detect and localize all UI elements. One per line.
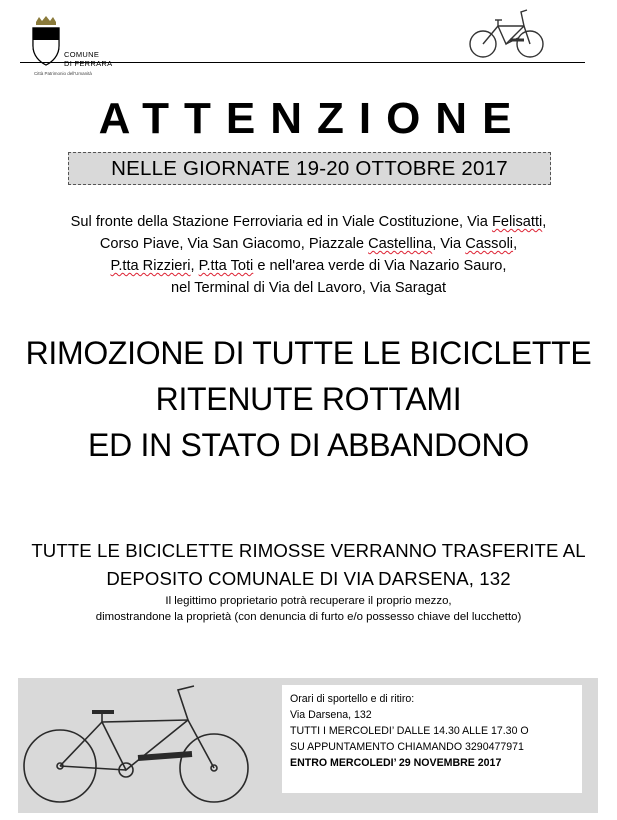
bicycle-icon — [18, 678, 258, 806]
hours-box — [282, 685, 582, 793]
main-headline — [0, 330, 617, 468]
text-segment: Sul fronte della Stazione Ferroviaria ed in Viale Costituzione, Via — [70, 214, 492, 230]
text-segment: e nell'area verde di Via Nazario Sauro, — [253, 258, 507, 274]
owner-note-line: Il legittimo proprietario potrà recuperare il proprio mezzo, — [165, 595, 452, 607]
bicycle-icon — [466, 4, 548, 60]
headline-line: RITENUTE ROTTAMI — [155, 381, 462, 417]
street-name: P.tta Toti — [198, 258, 254, 274]
deposit-address: Via Darsena, 132 — [290, 709, 372, 721]
logo-text-line2: DI FERRARA — [64, 59, 113, 68]
headline-line: ED IN STATO DI ABBANDONO — [88, 427, 529, 463]
locations-text — [20, 211, 597, 299]
comune-logo — [20, 14, 130, 80]
hours-heading: Orari di sportello e di ritiro: — [290, 693, 415, 705]
text-segment: , — [542, 214, 547, 230]
deadline: ENTRO MERCOLEDI’ 29 NOVEMBRE 2017 — [290, 757, 502, 769]
shield-crest-icon — [30, 16, 62, 68]
headline-line: RIMOZIONE DI TUTTE LE BICICLETTE — [25, 335, 592, 371]
page-title: ATTENZIONE — [98, 94, 527, 143]
appointment-phone: SU APPUNTAMENTO CHIAMANDO 3290477971 — [290, 741, 524, 753]
logo-tagline: Città Patrimonio dell'Umanità — [34, 71, 92, 76]
locations-line: nel Terminal di Via del Lavoro, Via Saragat — [170, 280, 447, 296]
info-panel — [18, 678, 598, 813]
owner-note-line: dimostrandone la proprietà (con denuncia di furto e/o possesso chiave del lucchetto) — [95, 611, 522, 623]
hours-schedule: TUTTI I MERCOLEDI’ DALLE 14.30 ALLE 17.30 O — [290, 725, 529, 737]
locations-line — [20, 233, 597, 255]
transfer-line: DEPOSITO COMUNALE DI VIA DARSENA, 132 — [106, 568, 511, 589]
transfer-line: TUTTE LE BICICLETTE RIMOSSE VERRANNO TRASFERITE AL — [31, 540, 586, 561]
logo-text-line1: COMUNE — [64, 50, 100, 59]
text-segment: Corso Piave, Via San Giacomo, Piazzale — [99, 236, 369, 252]
header-divider — [20, 62, 585, 63]
text-segment: , — [190, 258, 199, 274]
street-name: Castellina — [368, 236, 433, 252]
text-segment: , Via — [432, 236, 466, 252]
street-name: Cassoli — [465, 236, 514, 252]
street-name: Felisatti — [491, 214, 543, 230]
street-name: P.tta Rizzieri — [110, 258, 191, 274]
owner-note — [0, 593, 617, 625]
locations-line — [20, 211, 597, 233]
text-segment: , — [513, 236, 518, 252]
transfer-notice — [0, 537, 617, 593]
locations-line — [20, 255, 597, 277]
date-banner: NELLE GIORNATE 19-20 OTTOBRE 2017 — [68, 152, 551, 185]
